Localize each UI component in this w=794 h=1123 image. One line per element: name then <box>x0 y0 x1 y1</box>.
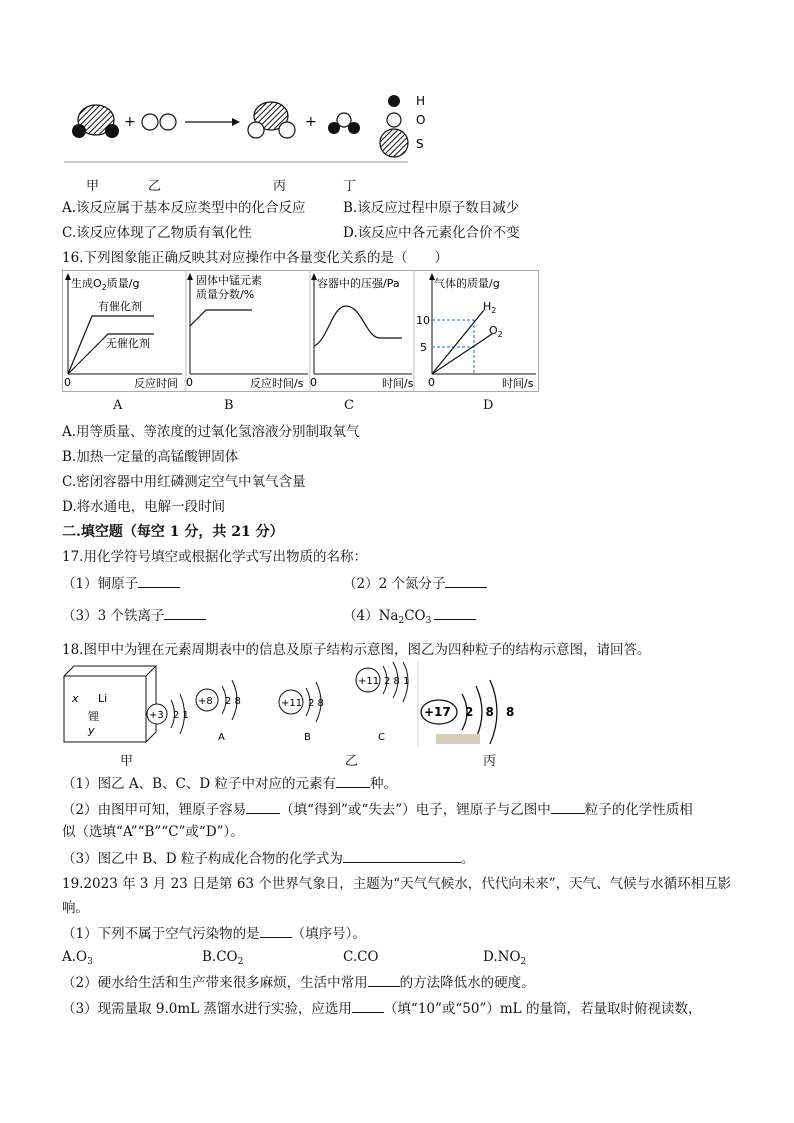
svg-text:2 8: 2 8 <box>225 696 241 707</box>
graph-c <box>310 273 414 390</box>
plus-1: + <box>124 114 136 130</box>
q19-blank-2[interactable] <box>368 972 400 987</box>
svg-text:0: 0 <box>428 376 435 389</box>
svg-text:反应时间: 反应时间 <box>134 377 178 390</box>
svg-text:Li: Li <box>98 692 108 705</box>
svg-text:C: C <box>378 732 385 743</box>
graph-c-curve <box>314 306 402 346</box>
q18-part3: （3）图乙中 B、D 粒子构成化合物的化学式为 。 <box>62 848 474 869</box>
label-yi: 乙 <box>148 179 162 194</box>
q17-part2: （2）2 个氮分子 <box>343 573 487 594</box>
svg-text:容器中的压强/Pa: 容器中的压强/Pa <box>317 277 400 290</box>
q19-option-a: $A.O_3$ <box>62 949 93 967</box>
q15-option-d: D.该反应中各元素化合价不变 <box>343 225 520 241</box>
q19-blank-3[interactable] <box>352 998 384 1013</box>
li-atom-diagram <box>147 694 189 734</box>
q16-option-c: C.密闭容器中用红磷测定空气中氧气含量 <box>62 474 306 490</box>
periodic-cell-li <box>64 666 156 742</box>
atom-legend <box>380 94 425 157</box>
q18-part1: （1）图乙 A、B、C、D 粒子中对应的元素有 种。 <box>62 773 397 794</box>
fig-label-jia: 甲 <box>120 754 134 769</box>
svg-text:时间/s: 时间/s <box>382 377 414 390</box>
molecule-bing <box>248 102 295 138</box>
fig-label-bing: 丙 <box>483 754 497 769</box>
q16-option-a: A.用等质量、等浓度的过氧化氢溶液分别制取氧气 <box>62 424 360 440</box>
q17-part3: （3）3 个铁离子 <box>62 605 206 626</box>
svg-text:O2: $O_2$ <box>489 324 503 339</box>
svg-text:0: 0 <box>186 376 193 389</box>
particle-b-diagram <box>279 682 324 743</box>
svg-text:气体的质量/g: 气体的质量/g <box>434 277 500 290</box>
molecule-jia <box>72 105 119 138</box>
svg-text:5: 5 <box>420 341 427 354</box>
svg-text:y: y <box>88 724 95 737</box>
q18-blank-1[interactable] <box>336 773 370 788</box>
svg-text:+11: +11 <box>281 698 303 709</box>
q15-option-c: C.该反应体现了乙物质有氧化性 <box>62 225 252 241</box>
graph-a-ylabel: 生成$O_2$质量/g <box>71 277 140 292</box>
svg-text:+11: +11 <box>358 676 380 687</box>
svg-text:x: x <box>72 692 79 705</box>
q19-part1: （1）下列不属于空气污染物的是 （填序号）。 <box>62 923 366 944</box>
svg-text:质量分数/%: 质量分数/% <box>196 288 255 301</box>
svg-text:H: H <box>416 94 426 108</box>
svg-text:无催化剂: 无催化剂 <box>106 337 150 350</box>
label-bing: 丙 <box>273 179 287 194</box>
svg-text:A: A <box>218 732 225 743</box>
q18-stem: 18.图甲中为锂在元素周期表中的信息及原子结构示意图，图乙为四种粒子的结构示意图，请回答。 <box>62 642 651 658</box>
svg-text:锂: 锂 <box>88 710 99 723</box>
q15-option-b: B.该反应过程中原子数目减少 <box>343 200 520 216</box>
particle-a-diagram <box>196 680 241 743</box>
q19-part3: （3）现需量取 9.0mL 蒸馏水进行实验，应选用 （填“10”或“50”）mL 的量筒，若量取时俯视读数， <box>62 998 701 1019</box>
q18-blank-2[interactable] <box>246 799 280 814</box>
particle-c-diagram <box>356 662 409 743</box>
graph-label-c: C <box>344 398 354 413</box>
fig-label-yi: 乙 <box>345 754 359 769</box>
q17-part4: $(4)Na_2CO_3$ <box>343 605 476 631</box>
molecule-yi <box>142 114 176 130</box>
q19-blank-1[interactable] <box>260 923 292 938</box>
graph-d <box>416 273 536 390</box>
label-ding: 丁 <box>343 179 357 194</box>
molecule-ding <box>328 113 360 134</box>
graph-b <box>186 273 308 390</box>
svg-text:有催化剂: 有催化剂 <box>98 300 142 313</box>
q15-option-a: A.该反应属于基本反应类型中的化合反应 <box>62 200 306 216</box>
svg-text:0: 0 <box>64 376 71 389</box>
q16-graphs <box>62 270 540 392</box>
graph-a <box>64 273 182 390</box>
graph-b-line <box>190 310 252 326</box>
q18-blank-4[interactable] <box>343 848 461 863</box>
q16-option-d: D.将水通电，电解一段时间 <box>62 499 226 515</box>
graph-label-d: D <box>483 398 494 413</box>
q18-part2-cont: 似（选填“A”“B”“C”或“D”）。 <box>62 824 244 840</box>
q19-stem-line2: 响。 <box>62 900 89 916</box>
q19-part2: （2）硬水给生活和生产带来很多麻烦，生活中常用 的方法降低水的硬度。 <box>62 972 535 993</box>
q19-option-b: $B.CO_2$ <box>202 949 244 967</box>
svg-text:2 1: 2 1 <box>173 710 189 721</box>
svg-text:2 8 1: 2 8 1 <box>384 676 410 687</box>
section2-title: 二.填空题（每空 1 分，共 21 分） <box>62 524 284 540</box>
svg-text:H2: $H_2$ <box>483 300 497 315</box>
q16-option-b: B.加热一定量的高锰酸钾固体 <box>62 449 239 465</box>
q19-option-d: $D.NO_2$ <box>483 949 527 967</box>
plus-2: + <box>305 114 317 130</box>
svg-text:B: B <box>304 732 311 743</box>
svg-text:O: O <box>416 113 426 127</box>
graph-d-line-o2 <box>432 334 492 374</box>
label-jia: 甲 <box>86 179 100 194</box>
q19-stem-line1: 19.2023 年 3 月 23 日是第 63 个世界气象日，主题为“天气气候水，代代向未来”，天气、气候与水循环相互影 <box>62 876 732 892</box>
svg-text:2 8: 2 8 <box>308 698 324 709</box>
svg-text:S: S <box>416 137 424 151</box>
q17-blank-1[interactable] <box>138 573 180 588</box>
svg-text:0: 0 <box>310 376 317 389</box>
svg-text:+8: +8 <box>198 696 213 707</box>
q17-part1: （1）铜原子 <box>62 573 180 594</box>
svg-text:+3: +3 <box>149 710 164 721</box>
q16-stem: 16.下列图象能正确反映其对应操作中各量变化关系的是（ ） <box>62 250 448 266</box>
q19-option-c: C.CO <box>343 949 379 965</box>
svg-text:时间/s: 时间/s <box>502 377 534 390</box>
graph-label-a: A <box>113 398 123 413</box>
svg-text:反应时间/s: 反应时间/s <box>250 377 304 390</box>
q17-blank-3[interactable] <box>164 605 206 620</box>
q17-blank-4[interactable] <box>434 605 476 620</box>
svg-text:10: 10 <box>416 314 430 327</box>
q17-blank-2[interactable] <box>445 573 487 588</box>
q18-part2: （2）由图甲可知，锂原子容易 （填“得到”或“失去”）电子，锂原子与乙图中 粒子的化学性质相 <box>62 799 693 820</box>
svg-text:固体中锰元素: 固体中锰元素 <box>196 274 262 287</box>
particle-d-diagram <box>421 680 518 744</box>
q18-figures <box>62 662 532 746</box>
svg-text:+17: +17 <box>424 705 451 719</box>
q18-blank-3[interactable] <box>551 799 585 814</box>
q17-stem: 17.用化学符号填空或根据化学式写出物质的名称： <box>62 549 367 565</box>
svg-text:2 8 8: 2 8 8 <box>465 705 519 719</box>
graph-label-b: B <box>224 398 234 413</box>
